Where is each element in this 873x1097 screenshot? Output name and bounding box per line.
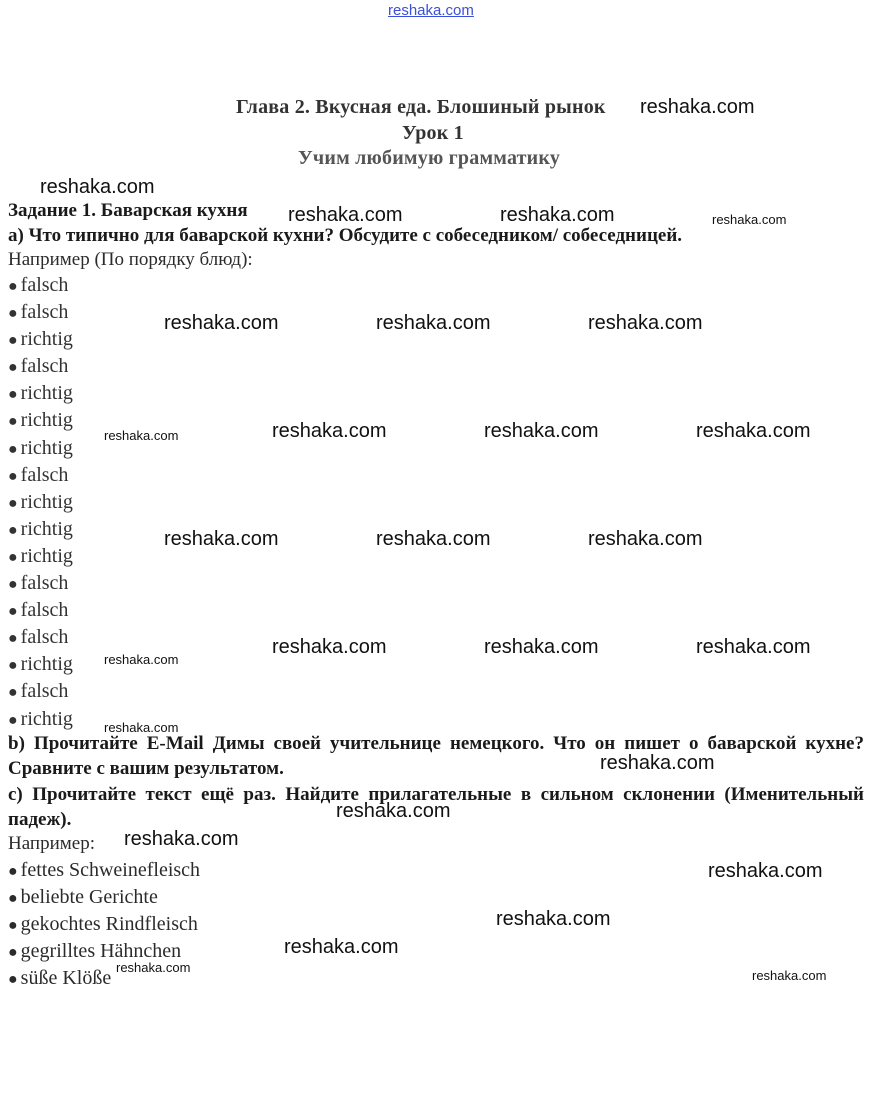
watermark: reshaka.com bbox=[164, 312, 279, 334]
answer-text: falsch bbox=[20, 355, 69, 378]
list-item: ● falsch bbox=[8, 626, 69, 649]
answer-text: falsch bbox=[20, 680, 69, 703]
answer-text: richtig bbox=[20, 653, 73, 676]
answer-text: richtig bbox=[20, 436, 73, 459]
watermark: reshaka.com bbox=[104, 652, 179, 667]
watermark: reshaka.com bbox=[40, 176, 155, 198]
watermark: reshaka.com bbox=[124, 828, 239, 850]
list-item: ● falsch bbox=[8, 355, 69, 378]
answer-text: richtig bbox=[20, 517, 73, 540]
answer-list bbox=[8, 272, 73, 733]
answer-text: falsch bbox=[20, 572, 69, 595]
watermark: reshaka.com bbox=[272, 636, 387, 658]
list-item: ● richtig bbox=[8, 490, 73, 513]
watermark: reshaka.com bbox=[284, 936, 399, 958]
chapter-title: Глава 2. Вкусная еда. Блошиный рынок bbox=[236, 96, 606, 118]
answer-text: richtig bbox=[20, 544, 73, 567]
list-item: ● falsch bbox=[8, 274, 69, 296]
adjective-text: gegrilltes Hähnchen bbox=[20, 940, 182, 963]
answer-text: falsch bbox=[20, 626, 69, 649]
watermark: reshaka.com bbox=[600, 752, 715, 774]
adjective-text: süße Klöße bbox=[20, 967, 112, 990]
question-b: b) Прочитайте E-Mail Димы своей учительнице немецкого. Что он пишет о баварской кухне? Сравните с вашим результатом. bbox=[8, 733, 864, 779]
list-item: ● falsch bbox=[8, 599, 69, 622]
site-link[interactable]: reshaka.com bbox=[388, 2, 474, 19]
answer-text: falsch bbox=[20, 274, 69, 296]
adjective-text: gekochtes Rindfleisch bbox=[20, 913, 198, 936]
question-c: c) Прочитайте текст ещё раз. Найдите прилагательные в сильном склонении (Именительный падеж). bbox=[8, 784, 864, 830]
list-item: ● richtig bbox=[8, 409, 73, 432]
list-item: ● richtig bbox=[8, 436, 73, 459]
watermark: reshaka.com bbox=[164, 528, 279, 550]
answer-text: richtig bbox=[20, 409, 73, 432]
watermark: reshaka.com bbox=[272, 420, 387, 442]
list-item: ● süße Klöße bbox=[8, 967, 112, 990]
watermark: reshaka.com bbox=[500, 204, 615, 226]
list-item: ● gegrilltes Hähnchen bbox=[8, 940, 182, 963]
example-label: Например (По порядку блюд): bbox=[8, 249, 253, 270]
list-item: ● richtig bbox=[8, 544, 73, 567]
answer-text: richtig bbox=[20, 707, 73, 730]
watermark: reshaka.com bbox=[376, 312, 491, 334]
watermark: reshaka.com bbox=[116, 960, 191, 975]
list-item: ● falsch bbox=[8, 463, 69, 486]
answer-text: richtig bbox=[20, 382, 73, 405]
answer-text: richtig bbox=[20, 328, 73, 351]
list-item: ● richtig bbox=[8, 382, 73, 405]
answer-text: falsch bbox=[20, 463, 69, 486]
example-label-2: Например: bbox=[8, 833, 95, 854]
list-item: ● richtig bbox=[8, 653, 73, 676]
list-item: ● falsch bbox=[8, 572, 69, 595]
watermark: reshaka.com bbox=[752, 968, 827, 983]
watermark: reshaka.com bbox=[484, 420, 599, 442]
watermark: reshaka.com bbox=[640, 96, 755, 118]
list-item: ● richtig bbox=[8, 328, 73, 351]
watermark: reshaka.com bbox=[588, 528, 703, 550]
list-item: ● falsch bbox=[8, 680, 69, 703]
adjective-text: beliebte Gerichte bbox=[20, 886, 158, 909]
watermark: reshaka.com bbox=[336, 800, 451, 822]
lesson-title: Урок 1 bbox=[402, 122, 464, 144]
list-item: ● fettes Schweinefleisch bbox=[8, 859, 201, 881]
task-title: Задание 1. Баварская кухня bbox=[8, 200, 248, 221]
watermark: reshaka.com bbox=[696, 420, 811, 442]
watermark: reshaka.com bbox=[588, 312, 703, 334]
answer-text: falsch bbox=[20, 301, 69, 324]
list-item: ● beliebte Gerichte bbox=[8, 886, 158, 909]
watermark: reshaka.com bbox=[288, 204, 403, 226]
lesson-subtitle: Учим любимую грамматику bbox=[298, 147, 561, 169]
list-item: ● falsch bbox=[8, 301, 69, 324]
answer-text: richtig bbox=[20, 490, 73, 513]
watermark: reshaka.com bbox=[712, 212, 787, 227]
answer-text: falsch bbox=[20, 599, 69, 622]
watermark: reshaka.com bbox=[496, 908, 611, 930]
list-item: ● gekochtes Rindfleisch bbox=[8, 913, 198, 936]
watermark: reshaka.com bbox=[104, 428, 179, 443]
watermark: reshaka.com bbox=[376, 528, 491, 550]
watermark: reshaka.com bbox=[708, 860, 823, 882]
list-item: ● richtig bbox=[8, 707, 73, 730]
watermark: reshaka.com bbox=[696, 636, 811, 658]
watermark: reshaka.com bbox=[104, 720, 179, 735]
watermark: reshaka.com bbox=[484, 636, 599, 658]
adjective-text: fettes Schweinefleisch bbox=[20, 859, 201, 881]
question-a: a) Что типично для баварской кухни? Обсудите с собеседником/ собеседницей. bbox=[8, 225, 683, 246]
list-item: ● richtig bbox=[8, 517, 73, 540]
